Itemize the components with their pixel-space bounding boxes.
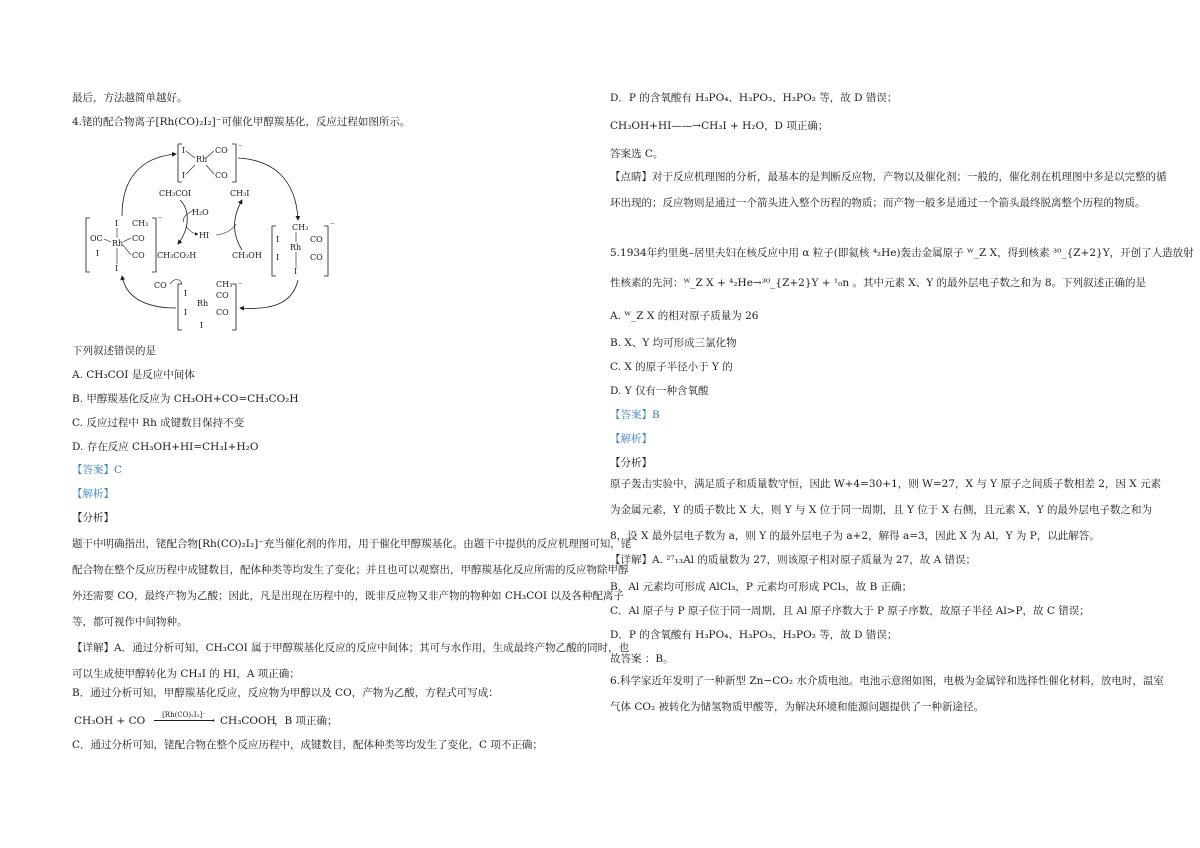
top-CO2: CO xyxy=(215,171,228,180)
top-Rh: Rh xyxy=(196,155,208,164)
eq-b-arrow xyxy=(154,720,214,721)
q5-detail-a: 【详解】A. ²⁷₁₃Al 的质量数为 27，则该原子相对原子质量为 27，故 A 错误； xyxy=(610,554,977,566)
left-Rh: Rh xyxy=(112,239,124,248)
arrow-right-to-bottom xyxy=(240,280,298,308)
label-ch3oh: CH₃OH xyxy=(232,251,262,260)
q5-option-b[interactable]: B. X、Y 均可形成三氯化物 xyxy=(610,337,737,349)
q4-answer-select: 答案选 C。 xyxy=(610,148,664,160)
q5-option-a[interactable]: A. ᵂ_Z X 的相对原子质量为 26 xyxy=(610,310,759,322)
q4-answer: 【答案】C xyxy=(72,464,123,476)
label-co: CO xyxy=(154,281,167,290)
right-CH3: CH₃ xyxy=(292,223,309,232)
eq-d: CH₃OH+HI——→CH₃I + H₂O xyxy=(610,120,765,132)
q4-option-d[interactable]: D. 存在反应 CH₃OH+HI=CH₃I+H₂O xyxy=(72,441,259,453)
q4-stem: 4.铑的配合物离子[Rh(CO)₂I₂]⁻可催化甲醇羰基化，反应过程如图所示。 xyxy=(72,116,411,128)
eq-b-catalyst: [Rh(CO)₂I₂]⁻ xyxy=(162,711,206,719)
q4-jiexi-heading: 【解析】 xyxy=(72,488,114,500)
left-I-bottom: I xyxy=(115,264,119,273)
q4-option-a[interactable]: A. CH₃COI 是反应中间体 xyxy=(72,369,195,381)
q4-equation-d xyxy=(610,119,828,133)
arrow-bottom-to-left xyxy=(122,276,176,308)
bottom-complex xyxy=(178,280,243,330)
q5-stem-line2: 性核素的先河：ᵂ_Z X + ⁴₂He→³⁰_{Z+2}Y + ¹₀n 。其中元素 X、Y 的最外层电子数之和为 8。下列叙述正确的是 xyxy=(610,277,1147,289)
q5-stem-line1: 5.1934年约里奥–居里夫妇在核反应中用 α 粒子(即氦核 ⁴₂He)轰击金属原子 ᵂ_Z X，得到核素 ³⁰_{Z+2}Y，开创了人造放射 xyxy=(610,247,1194,259)
q6-stem: 6.科学家近年发明了一种新型 Zn−CO₂ 水介质电池。电池示意图如图，电极为金属锌和选择性催化材料，放电时，温室气体 CO₂ 被转化为储氢物质甲酸等，为解决环境和能源问题提供了一种新途径。 xyxy=(610,675,1164,713)
top-I2: I xyxy=(182,171,186,180)
q4-option-c[interactable]: C. 反应过程中 Rh 成键数目保持不变 xyxy=(72,417,245,429)
top-CO1: CO xyxy=(215,146,228,155)
eq-b-left: CH₃OH + CO xyxy=(74,715,146,727)
right-I2: I xyxy=(276,253,280,262)
q4-detail-b: B．通过分析可知，甲醇羰基化反应，反应物为甲醇以及 CO，产物为乙酸，方程式可写成： xyxy=(72,687,499,699)
q5-answer: 【答案】B xyxy=(610,409,660,421)
q4-detail-a: 【详解】A．通过分析可知，CH₃COI 属于甲醇羰基化反应的反应中间体；其可与水作用，生成最终产物乙酸的同时，也可以生成使甲醇转化为 CH₃I 的 HI，A 项正确； xyxy=(72,642,630,680)
q4-analysis-paragraph: 题干中明确指出，铑配合物[Rh(CO)₂I₂]⁻充当催化剂的作用，用于催化甲醇羰基化。由题干中提供的反应机理图可知，铑配合物在整个反应历程中成键数目，配体种类等均发生了变化；并且也可以观察出，甲醇羰基化反应所需的反应物除甲醇外还需要 CO，最终产物为乙酸；因此，凡是出现在历程中的，既非反应物又非产物的物种如 CH₃COI 以及各种配离子等，都可视作中间物种。 xyxy=(72,538,632,628)
bottom-I1: I xyxy=(184,289,188,298)
label-ch3coi: CH₃COI xyxy=(159,189,192,198)
q4-dianjing: 【点睛】对于反应机理图的分析，最基本的是判断反应物，产物以及催化剂；一般的，催化剂在机理图中多是以完整的循环出现的；反应物则是通过一个箭头进入整个历程的物质；而产物一般多是通过一个箭头最终脱离整个历程的物质。 xyxy=(610,171,1167,209)
eq-d-tail: ，D 项正确； xyxy=(764,120,829,132)
bottom-I2: I xyxy=(184,308,188,317)
q4-fenxi-heading: 【分析】 xyxy=(72,512,114,524)
arrow-left-to-top xyxy=(122,154,176,216)
label-ch3i: CH₃I xyxy=(230,189,250,198)
bottom-I3: I xyxy=(200,321,204,330)
bottom-Rh: Rh xyxy=(197,299,209,308)
right-Rh: Rh xyxy=(290,243,302,252)
q4-detail-d: D．P 的含氧酸有 H₃PO₄、H₃PO₃、H₃PO₂ 等，故 D 错误； xyxy=(610,92,898,104)
svg-text:⁻: ⁻ xyxy=(238,281,243,291)
left-CO2: CO xyxy=(132,251,145,260)
right-CO1: CO xyxy=(310,235,323,244)
q4-ask: 下列叙述错误的是 xyxy=(72,345,156,357)
q4-detail-c: C．通过分析可知，铑配合物在整个反应历程中，成键数目，配体种类等均发生了变化，C 项不正确； xyxy=(72,739,543,751)
bottom-CH3: CH₃ xyxy=(216,280,233,289)
eq-b-right: CH₃COOH xyxy=(220,715,276,727)
left-CH3: CH₃ xyxy=(132,219,149,228)
right-complex xyxy=(272,221,335,276)
q5-jiexi-heading: 【解析】 xyxy=(610,433,652,445)
q5-fenxi-heading: 【分析】 xyxy=(610,457,652,469)
paragraph-end: 最后，方法越简单越好。 xyxy=(72,92,188,104)
mechanism-diagram xyxy=(82,138,382,338)
top-complex xyxy=(178,143,243,182)
left-OC: OC xyxy=(90,234,103,243)
q5-detail-b: B．Al 元素均可形成 AlCl₃，P 元素均可形成 PCl₃，故 B 正确； xyxy=(610,581,913,593)
label-h2o: H₂O xyxy=(192,208,209,217)
q5-detail-d: D．P 的含氧酸有 H₃PO₄、H₃PO₃、H₃PO₂ 等，故 D 错误； xyxy=(610,629,898,641)
q5-option-d[interactable]: D. Y 仅有一种含氧酸 xyxy=(610,385,709,397)
q4-option-b[interactable]: B. 甲醇羰基化反应为 CH₃OH+CO=CH₃CO₂H xyxy=(72,393,299,405)
left-column xyxy=(72,0,632,848)
eq-b-tail: ，B 项正确； xyxy=(274,715,338,727)
q5-detail-c: C．Al 原子与 P 原子位于同一周期，且 Al 原子序数大于 P 原子序数，故原子半径 Al>P，故 C 错误； xyxy=(610,605,1090,617)
left-I-left: I xyxy=(96,249,100,258)
label-ch3co2h: CH₃CO₂H xyxy=(157,251,197,260)
left-complex xyxy=(86,215,163,273)
right-column xyxy=(610,0,1194,848)
right-CO2: CO xyxy=(310,253,323,262)
svg-text:⁻: ⁻ xyxy=(330,221,335,231)
left-I-top: I xyxy=(115,219,119,228)
left-CO1: CO xyxy=(132,234,145,243)
q4-equation-b: CH₃OH + CO [Rh(CO)₂I₂]⁻ › CH₃COOH ，B 项正确； xyxy=(72,708,432,732)
top-I1: I xyxy=(182,146,186,155)
right-I1: I xyxy=(276,235,280,244)
svg-text:⁻: ⁻ xyxy=(158,215,163,225)
right-I3: I xyxy=(294,267,298,276)
svg-text:⁻: ⁻ xyxy=(238,143,243,153)
bottom-CO1: CO xyxy=(216,291,229,300)
bottom-CO2: CO xyxy=(216,308,229,317)
label-hi: HI xyxy=(199,231,210,240)
q5-final-answer: 故答案 ：B。 xyxy=(610,653,674,665)
q5-analysis-paragraph: 原子轰击实验中，满足质子和质量数守恒，因此 W+4=30+1，则 W=27，X 与 Y 原子之间质子数相差 2，因 X 元素为金属元素，Y 的质子数比 X 大，则 Y 与 X 位于同一周期，且 Y 位于 X 右侧，且元素 X、Y 的最外层电子数之和为 8，设 X 最外层电子数为 a，则 Y 的最外层电子为 a+2，解得 a=3，因此 X 为 Al，Y 为 P，以此解答。 xyxy=(610,478,1162,542)
q5-option-c[interactable]: C. X 的原子半径小于 Y 的 xyxy=(610,361,733,373)
